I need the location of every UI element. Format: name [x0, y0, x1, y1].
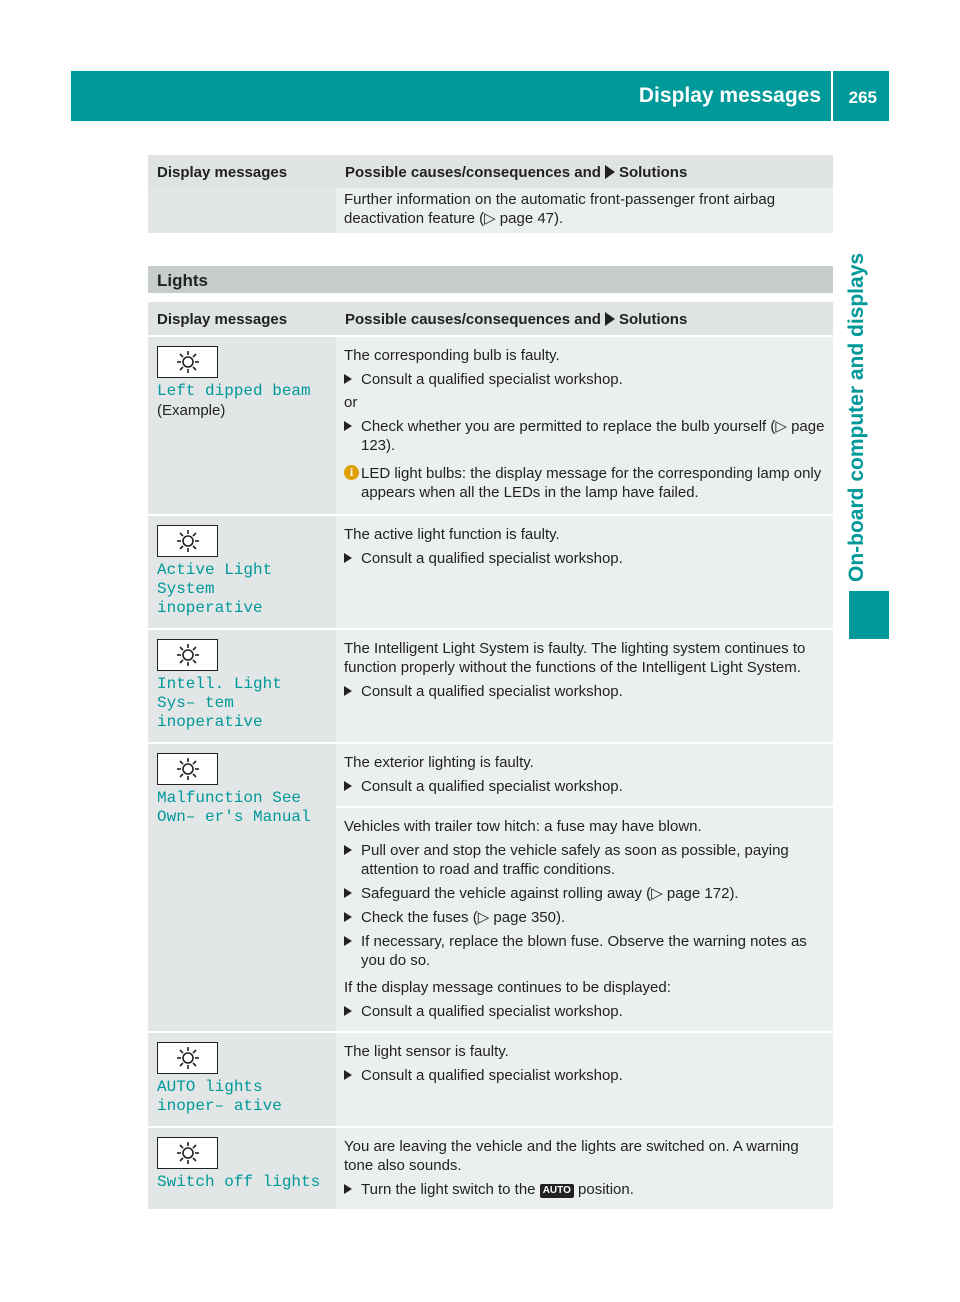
- table-row: [148, 515, 833, 629]
- triangle-arrow-icon: [344, 686, 352, 696]
- section-title: Lights: [157, 271, 208, 290]
- col-causes-label: Possible causes/consequences and: [345, 311, 601, 328]
- solution-step: [344, 370, 827, 389]
- triangle-arrow-icon: [344, 912, 352, 922]
- message-cell: [148, 515, 336, 629]
- message-cell: [148, 188, 336, 233]
- triangle-arrow-icon: [344, 845, 352, 855]
- cause-cell: [336, 1032, 833, 1127]
- header-title: Display messages: [638, 84, 821, 107]
- triangle-arrow-icon: [344, 781, 352, 791]
- bulb-warning-icon: [157, 639, 218, 671]
- section-heading-bar: [148, 266, 833, 293]
- example-note: (Example): [157, 402, 226, 419]
- triangle-arrow-icon: [344, 1184, 352, 1194]
- table-row: [148, 1127, 833, 1209]
- cause-cell: [336, 1127, 833, 1209]
- triangle-arrow-icon: [344, 1070, 352, 1080]
- header-bar: [71, 71, 889, 121]
- message-cell: [148, 336, 336, 515]
- table-header-row: [148, 302, 833, 336]
- cause-text: The corresponding bulb is faulty.: [344, 347, 560, 364]
- display-message: Intell. Light Sys– tem inoperative: [157, 675, 282, 731]
- solution-step: [344, 417, 827, 455]
- step-text: If necessary, replace the blown fuse. Observe the warning notes as you do so.: [361, 933, 807, 969]
- triangle-arrow-icon: [344, 888, 352, 898]
- cause-text: You are leaving the vehicle and the lights are switched on. A warning tone also sounds.: [344, 1138, 799, 1174]
- solution-step: [344, 1002, 827, 1021]
- col-display-messages: Display messages: [148, 155, 336, 188]
- cause-text: The light sensor is faulty.: [344, 1043, 509, 1060]
- triangle-arrow-icon: [344, 1006, 352, 1016]
- table-row: [148, 188, 833, 233]
- chapter-tab-label: On-board computer and displays: [845, 252, 868, 582]
- solution-step: [344, 1066, 827, 1085]
- step-text: Consult a qualified specialist workshop.: [361, 1067, 623, 1084]
- message-cell: [148, 1032, 336, 1127]
- step-text: Consult a qualified specialist workshop.: [361, 683, 623, 700]
- cause-text: The Intelligent Light System is faulty. The lighting system continues to function properly without the functions of the Intelligent Light System.: [344, 640, 806, 676]
- table-header-row: [148, 155, 833, 188]
- page-number: 265: [848, 88, 877, 107]
- display-message: Active Light System inoperative: [157, 561, 273, 617]
- lights-table: [148, 302, 833, 1209]
- triangle-arrow-icon: [344, 374, 352, 384]
- info-note: [344, 464, 827, 502]
- solution-step: [344, 932, 827, 970]
- info-text: Further information on the automatic front-passenger front airbag deactivation feature (▷ page 47).: [344, 191, 776, 227]
- header-divider: [831, 71, 833, 121]
- step-text: Consult a qualified specialist workshop.: [361, 550, 623, 567]
- step-text: position.: [578, 1181, 634, 1198]
- solution-step: [344, 841, 827, 879]
- info-text: LED light bulbs: the display message for the corresponding lamp only appears when all the LEDs in the lamp have failed.: [361, 465, 822, 501]
- cause-text: The active light function is faulty.: [344, 526, 560, 543]
- bulb-warning-icon: [157, 525, 218, 557]
- table-row: [148, 629, 833, 743]
- solution-step: [344, 908, 827, 927]
- display-message: Switch off lights: [157, 1173, 321, 1191]
- chapter-tab-marker: [849, 591, 889, 639]
- bulb-warning-icon: [157, 1042, 218, 1074]
- triangle-arrow-icon: [344, 421, 352, 431]
- solution-step: [344, 549, 827, 568]
- solutions-arrow-icon: [605, 165, 615, 179]
- solution-step: [344, 777, 827, 796]
- triangle-arrow-icon: [344, 553, 352, 563]
- col-solutions-label: Solutions: [618, 164, 688, 181]
- message-cell: [148, 629, 336, 743]
- solution-step: [344, 884, 827, 903]
- auto-switch-badge: AUTO: [540, 1184, 574, 1198]
- message-cell: [148, 1127, 336, 1209]
- step-text: Turn the light switch to the: [361, 1181, 536, 1198]
- step-text: Consult a qualified specialist workshop.: [361, 371, 623, 388]
- cause-text: The exterior lighting is faulty.: [344, 754, 534, 771]
- col-display-messages: Display messages: [148, 302, 336, 336]
- cause-cell: [336, 629, 833, 743]
- triangle-arrow-icon: [344, 936, 352, 946]
- cause-cell: [336, 515, 833, 629]
- cause-text: Vehicles with trailer tow hitch: a fuse may have blown.: [344, 818, 702, 835]
- display-message: AUTO lights inoper– ative: [157, 1078, 282, 1115]
- step-text: Check the fuses (▷ page 350).: [361, 909, 566, 926]
- cause-cell: [336, 336, 833, 515]
- display-message: Malfunction See Own– er's Manual: [157, 789, 311, 826]
- table-row: [148, 743, 833, 807]
- cause-cell: [336, 188, 833, 233]
- solution-step: [344, 682, 827, 701]
- info-icon: i: [344, 465, 359, 480]
- message-cell: [148, 743, 336, 1032]
- step-text: Check whether you are permitted to replace the bulb yourself (▷ page 123).: [361, 418, 825, 454]
- col-causes-solutions: [336, 302, 833, 336]
- bulb-warning-icon: [157, 346, 218, 378]
- table-row: [148, 336, 833, 515]
- step-text: Consult a qualified specialist workshop.: [361, 778, 623, 795]
- display-message: Left dipped beam: [157, 382, 311, 400]
- cause-cell: [336, 743, 833, 807]
- col-causes-label: Possible causes/consequences and: [345, 164, 601, 181]
- col-causes-solutions: [336, 155, 833, 188]
- solution-step: [344, 1180, 827, 1199]
- bulb-warning-icon: [157, 1137, 218, 1169]
- step-text: Safeguard the vehicle against rolling away (▷ page 172).: [361, 885, 739, 902]
- or-text: or: [344, 394, 358, 411]
- col-solutions-label: Solutions: [618, 311, 688, 328]
- table-row: [148, 1032, 833, 1127]
- step-text: Consult a qualified specialist workshop.: [361, 1003, 623, 1020]
- cause-cell: [336, 807, 833, 1032]
- cause-text: If the display message continues to be displayed:: [344, 979, 671, 996]
- step-text: Pull over and stop the vehicle safely as soon as possible, paying attention to road and traffic conditions.: [361, 842, 789, 878]
- solutions-arrow-icon: [605, 312, 615, 326]
- airbag-table: [148, 155, 833, 233]
- bulb-warning-icon: [157, 753, 218, 785]
